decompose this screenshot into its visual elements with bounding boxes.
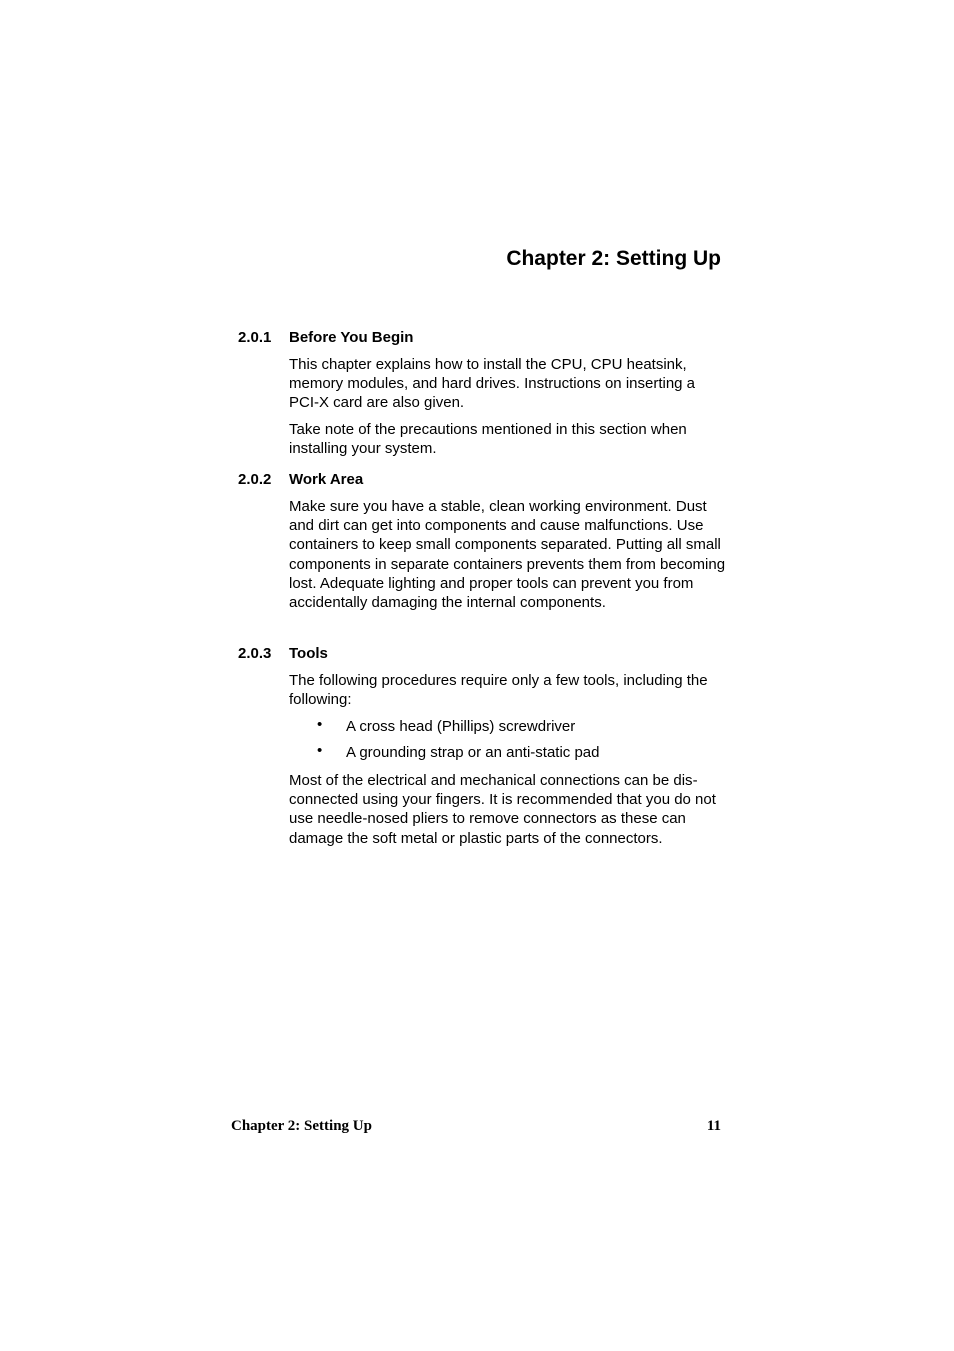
section-number: 2.0.1	[238, 329, 272, 346]
section-heading-work-area	[238, 470, 363, 490]
list-item-text: A cross head (Phillips) screwdriver	[346, 718, 576, 735]
paragraph: This chapter explains how to install the CPU, CPU heatsink, memory modules, and hard drives. Instructions on inserting a PCI-X card are also given.	[289, 356, 696, 412]
paragraph: The following procedures require only a few tools, including the following:	[289, 672, 708, 709]
bullet-icon: •	[317, 742, 323, 759]
page-number: 11	[706, 1118, 721, 1134]
section-number: 2.0.2	[238, 471, 272, 488]
section-heading-before-you-begin	[238, 328, 413, 348]
paragraph: Take note of the precautions mentioned in this section when installing your system.	[289, 421, 687, 458]
footer-title: Chapter 2: Setting Up	[231, 1118, 372, 1134]
section-number: 2.0.3	[238, 645, 272, 662]
paragraph: Make sure you have a stable, clean working environment. Dust and dirt can get into components and cause malfunctions. Use containers to keep small components separated. Putting all small components in separate containers prevents them from becoming lost. Adequate lighting and proper tools can prevent you from accidentally damaging the internal components.	[289, 498, 726, 612]
section-title: Before You Begin	[289, 329, 414, 346]
section-title: Work Area	[289, 471, 364, 488]
list-item-text: A grounding strap or an anti-static pad	[346, 744, 600, 761]
paragraph: Most of the electrical and mechanical connections can be disconnected using your fingers. It is recommended that you do not use needle-nosed pliers to remove connectors as these can damage the soft metal or plastic parts of the connectors.	[289, 772, 716, 847]
chapter-title: Chapter 2: Setting Up	[506, 247, 721, 270]
bullet-icon: •	[317, 716, 323, 733]
section-title: Tools	[289, 645, 328, 662]
section-heading-tools	[238, 644, 328, 664]
